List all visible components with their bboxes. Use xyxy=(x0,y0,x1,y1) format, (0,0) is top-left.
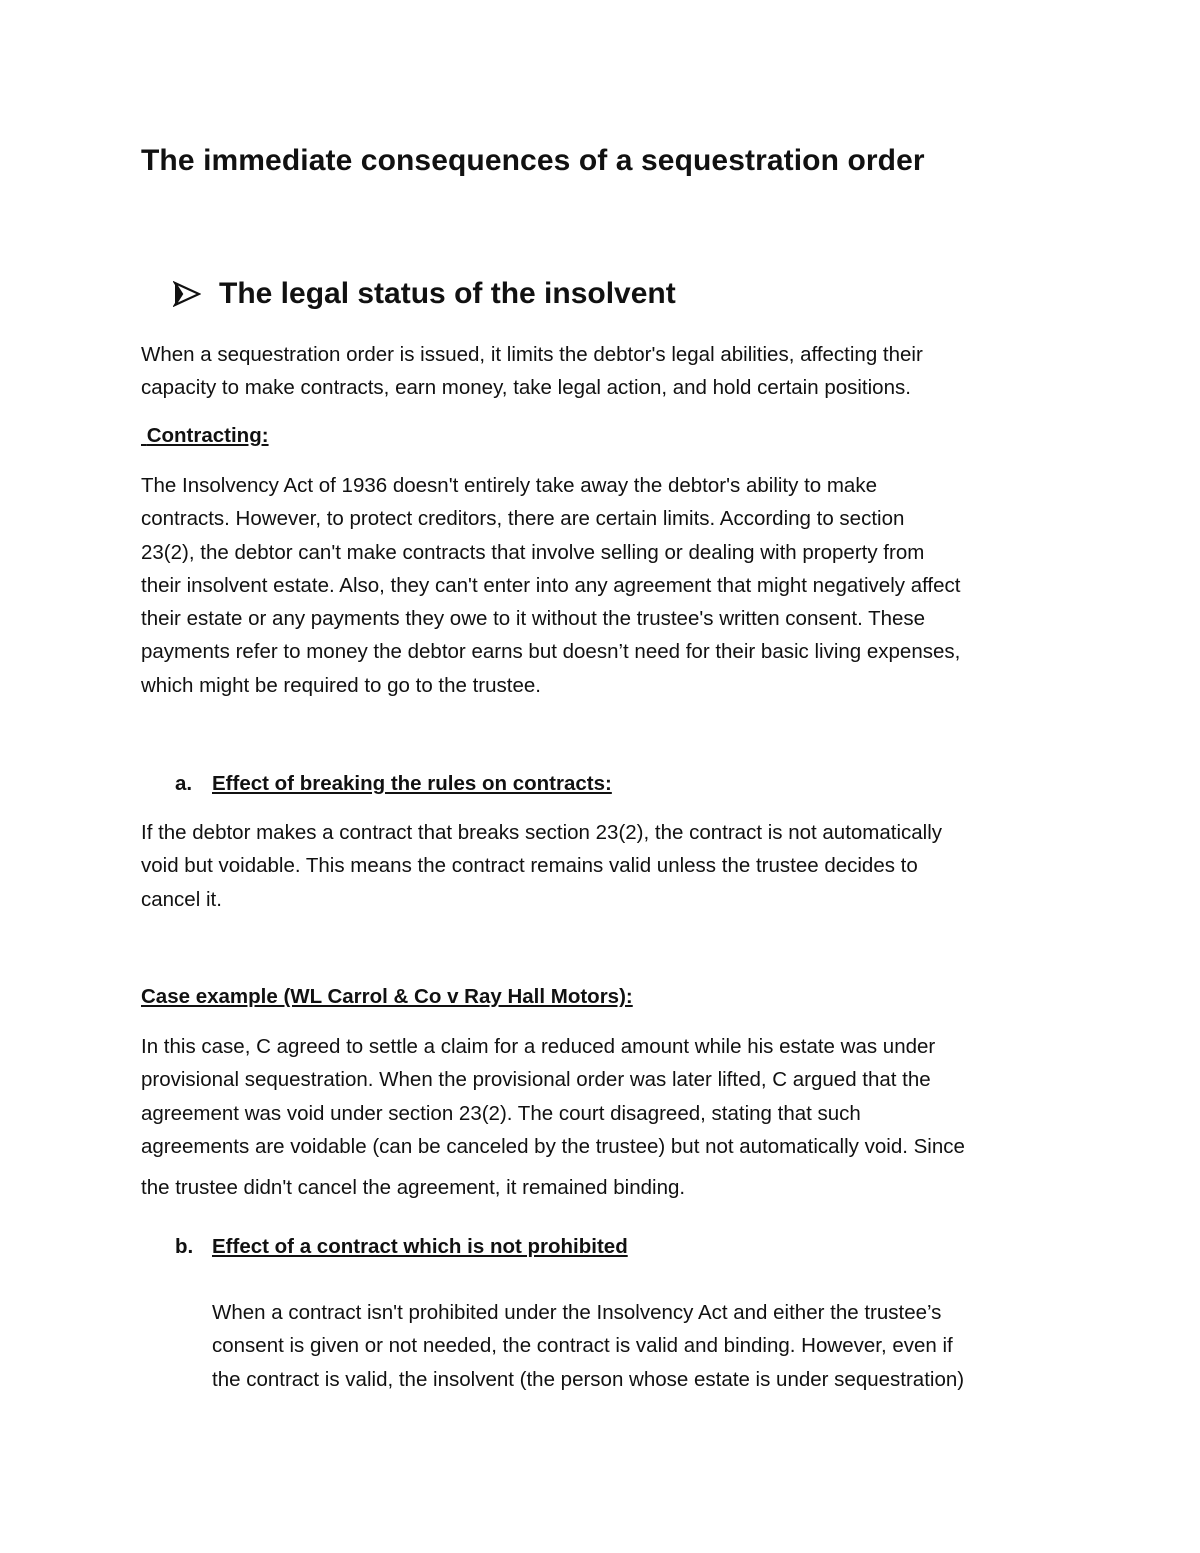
list-marker-b: b. xyxy=(175,1235,194,1258)
paragraph-line: the contract is valid, the insolvent (the person whose estate is under sequestration) xyxy=(212,1367,965,1391)
paragraph-line: agreements are voidable (can be canceled by the trustee) but not automatically void. Since xyxy=(141,1134,965,1158)
paragraph-line: 23(2), the debtor can't make contracts that involve selling or dealing with property from xyxy=(141,540,925,564)
section-heading-text: The legal status of the insolvent xyxy=(219,277,676,310)
item-b-heading: Effect of a contract which is not prohibited xyxy=(212,1235,628,1258)
contracting-heading xyxy=(141,424,269,448)
item-a-heading: Effect of breaking the rules on contracts: xyxy=(212,772,612,795)
case-example-heading: Case example (WL Carrol & Co v Ray Hall Motors): xyxy=(141,985,633,1008)
paragraph-line: their insolvent estate. Also, they can't enter into any agreement that might negatively affect xyxy=(141,573,961,597)
paragraph-line: provisional sequestration. When the provisional order was later lifted, C argued that the xyxy=(141,1068,931,1092)
paragraph-line: capacity to make contracts, earn money, take legal action, and hold certain positions. xyxy=(141,376,911,400)
contracting-heading-text: Contracting: xyxy=(146,424,269,447)
paragraph-line: payments refer to money the debtor earns but doesn’t need for their basic living expenses, xyxy=(141,640,961,664)
paragraph-line: their estate or any payments they owe to it without the trustee's written consent. These xyxy=(141,607,926,631)
paragraph-line: When a sequestration order is issued, it limits the debtor's legal abilities, affecting their xyxy=(141,343,923,366)
paragraph-line: If the debtor makes a contract that breaks section 23(2), the contract is not automatically xyxy=(141,821,943,844)
intro-paragraph xyxy=(141,338,1071,405)
paragraph-line: In this case, C agreed to settle a claim for a reduced amount while his estate was under xyxy=(141,1035,936,1058)
contracting-paragraph xyxy=(141,469,1071,702)
paragraph-line: The Insolvency Act of 1936 doesn't entirely take away the debtor's ability to make xyxy=(141,474,877,497)
paragraph-line: consent is given or not needed, the contract is valid and binding. However, even if xyxy=(212,1334,953,1358)
document-title: The immediate consequences of a sequestration order xyxy=(141,144,925,177)
section-heading xyxy=(173,277,676,311)
arrow-bullet-icon xyxy=(173,281,201,307)
paragraph-line: the trustee didn't cancel the agreement, it remained binding. xyxy=(141,1176,686,1200)
item-a-paragraph xyxy=(141,816,1071,916)
case-example-paragraph xyxy=(141,1030,1071,1204)
paragraph-line: void but voidable. This means the contract remains valid unless the trustee decides to xyxy=(141,854,918,878)
paragraph-line: cancel it. xyxy=(141,887,222,911)
paragraph-line: agreement was void under section 23(2). The court disagreed, stating that such xyxy=(141,1101,861,1125)
paragraph-line: When a contract isn't prohibited under the Insolvency Act and either the trustee’s xyxy=(212,1301,942,1324)
item-b-paragraph xyxy=(212,1296,1072,1396)
paragraph-line: which might be required to go to the trustee. xyxy=(141,673,541,697)
paragraph-line: contracts. However, to protect creditors, there are certain limits. According to section xyxy=(141,507,905,531)
list-marker-a: a. xyxy=(175,772,193,795)
